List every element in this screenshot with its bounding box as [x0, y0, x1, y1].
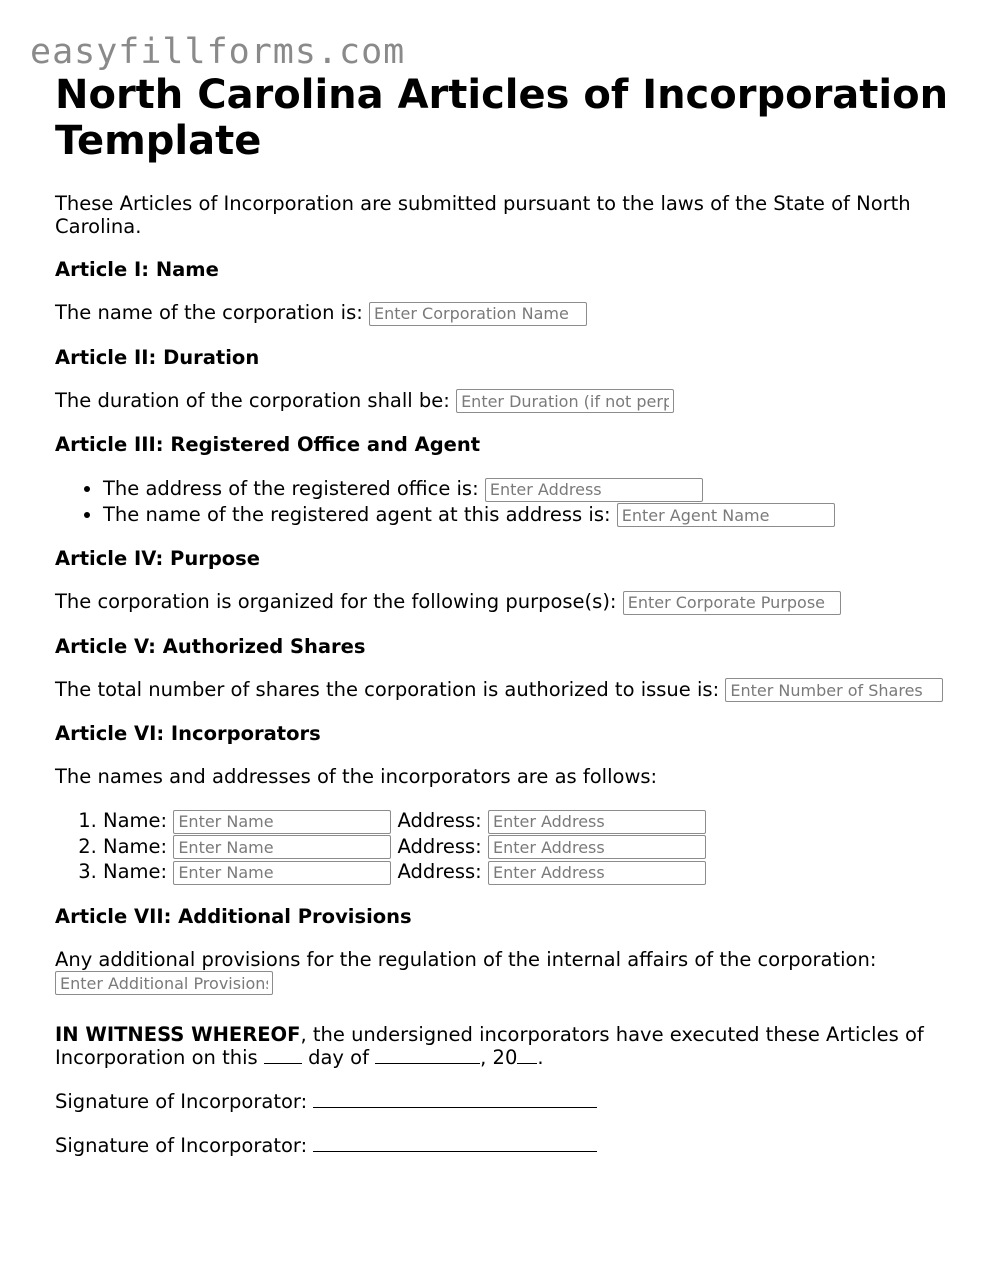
number-of-shares-input[interactable]	[725, 678, 943, 702]
witness-text-2: day of	[301, 1046, 376, 1069]
incorporator-name-label: Name:	[103, 809, 168, 832]
registered-office-label: The address of the registered office is:	[103, 477, 479, 500]
corporation-name-input[interactable]	[369, 302, 587, 326]
witness-text-3: , 20	[480, 1046, 518, 1069]
incorporators-intro: The names and addresses of the incorporators are as follows:	[55, 765, 658, 788]
incorporator-1-name-input[interactable]	[173, 810, 391, 834]
article-4-row	[55, 590, 955, 615]
incorporator-2-name-input[interactable]	[173, 835, 391, 859]
incorporators-list	[55, 808, 955, 885]
registered-agent-name-input[interactable]	[617, 503, 835, 527]
intro-paragraph: These Articles of Incorporation are submitted pursuant to the laws of the State of North Carolina.	[55, 192, 911, 238]
signature-row-1	[55, 1089, 955, 1113]
incorporator-name-label: Name:	[103, 834, 168, 858]
additional-provisions-input[interactable]	[55, 971, 273, 995]
signature-line-1[interactable]	[313, 1089, 597, 1108]
article-6-heading: Article VI: Incorporators	[55, 722, 321, 745]
article-1-row	[55, 301, 955, 326]
corporation-name-label: The name of the corporation is:	[55, 301, 363, 324]
registered-agent-label: The name of the registered agent at this address is:	[103, 502, 611, 526]
signature-row-2	[55, 1133, 955, 1157]
witness-text-1: , the undersigned incorporators have executed these Articles of Incorporation on this	[55, 1023, 924, 1069]
month-blank[interactable]	[375, 1047, 480, 1064]
incorporator-3-name-input[interactable]	[173, 861, 391, 885]
incorporator-name-label: Name:	[103, 860, 168, 883]
witness-paragraph	[55, 1023, 955, 1069]
duration-label: The duration of the corporation shall be:	[55, 388, 450, 412]
article-7-heading: Article VII: Additional Provisions	[55, 904, 412, 928]
article-3-heading: Article III: Registered Office and Agent	[55, 433, 481, 456]
day-blank[interactable]	[264, 1047, 302, 1064]
article-4-heading: Article IV: Purpose	[55, 547, 261, 570]
page-title: North Carolina Articles of Incorporation Template	[55, 72, 949, 164]
list-item	[103, 859, 955, 885]
incorporator-1-address-input[interactable]	[488, 810, 706, 834]
article-2-heading: Article II: Duration	[55, 345, 260, 369]
list-item	[103, 502, 955, 528]
signature-line-2[interactable]	[313, 1133, 597, 1152]
article-5-row	[55, 678, 955, 703]
registered-office-list	[55, 476, 955, 527]
article-2-row	[55, 389, 955, 414]
signature-label: Signature of Incorporator:	[55, 1090, 308, 1113]
authorized-shares-label: The total number of shares the corporation is authorized to issue is:	[55, 677, 720, 701]
witness-bold: IN WITNESS WHEREOF	[55, 1023, 301, 1046]
document-page	[55, 72, 955, 1177]
witness-text-4: .	[537, 1046, 544, 1069]
duration-input[interactable]	[456, 389, 674, 413]
list-item	[103, 476, 955, 502]
incorporator-3-address-input[interactable]	[488, 861, 706, 885]
purpose-label: The corporation is organized for the following purpose(s):	[55, 590, 617, 613]
incorporator-2-address-input[interactable]	[488, 835, 706, 859]
list-item	[103, 834, 955, 860]
incorporator-address-label: Address:	[397, 834, 482, 858]
registered-office-address-input[interactable]	[485, 478, 703, 502]
signature-label: Signature of Incorporator:	[55, 1134, 308, 1157]
article-7-row	[55, 948, 955, 996]
year-blank[interactable]	[517, 1047, 537, 1064]
additional-provisions-label: Any additional provisions for the regulation of the internal affairs of the corporation:	[55, 947, 877, 971]
article-5-heading: Article V: Authorized Shares	[55, 634, 366, 658]
list-item	[103, 808, 955, 834]
corporate-purpose-input[interactable]	[623, 591, 841, 615]
incorporator-address-label: Address:	[397, 860, 482, 883]
incorporator-address-label: Address:	[397, 809, 482, 832]
watermark: easyfillforms.com	[30, 32, 406, 72]
article-1-heading: Article I: Name	[55, 258, 219, 281]
